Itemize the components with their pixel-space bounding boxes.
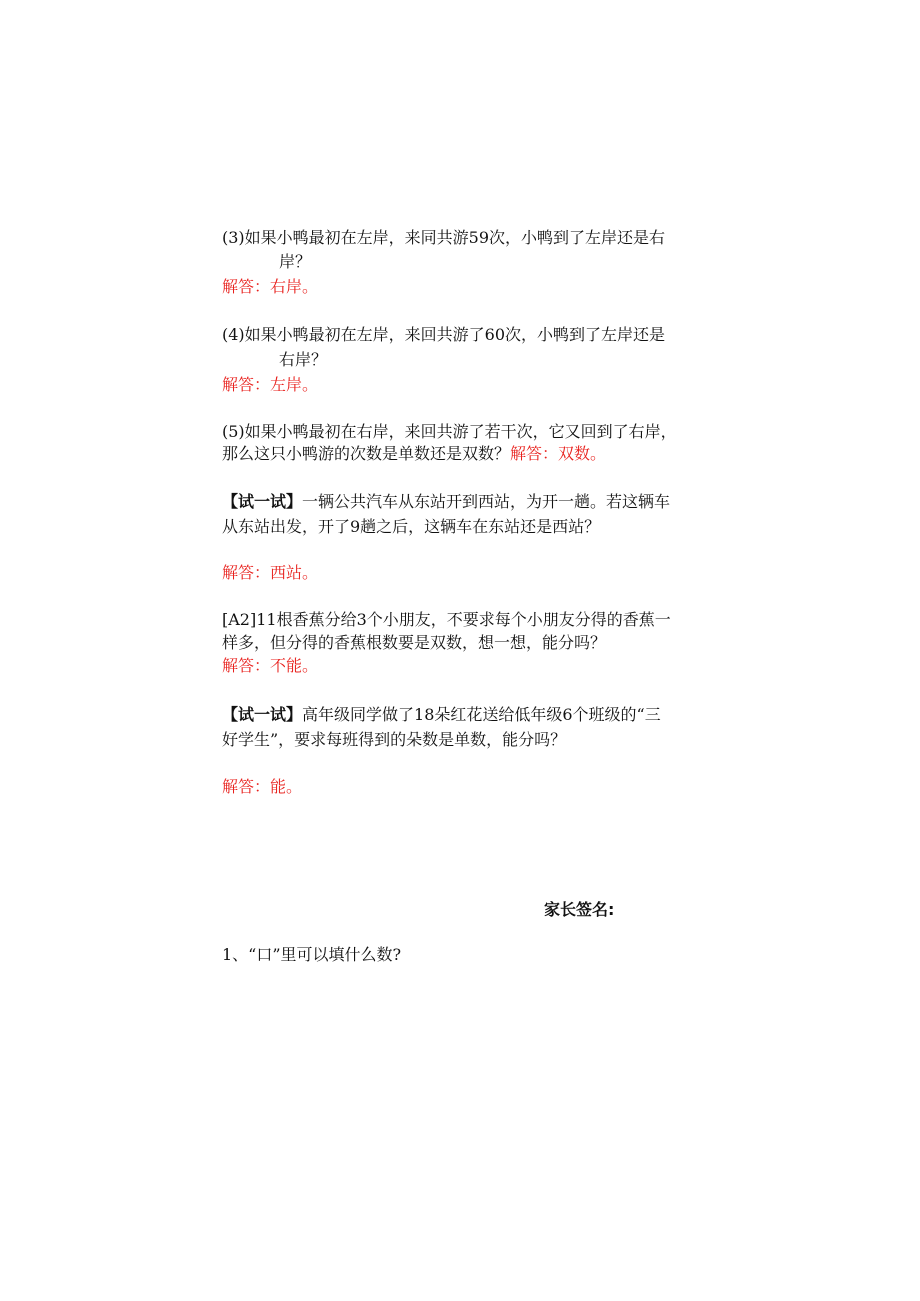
exercise-1-text: 1、“口”里可以填什么数? bbox=[222, 945, 402, 964]
question-3-line-1: (3)如果小鸭最初在左岸，来同共游59次，小鸭到了左岸还是右 bbox=[222, 228, 666, 247]
question-5-line-1: (5)如果小鸭最初在右岸，来回共游了若干次，它又回到了右岸， bbox=[222, 422, 677, 441]
question-5-line-2-wrap bbox=[222, 443, 606, 465]
question-4-line-2: 右岸？ bbox=[279, 350, 328, 369]
question-5-answer: 解答：双数。 bbox=[510, 444, 607, 463]
question-3-answer: 解答：右岸。 bbox=[222, 277, 319, 296]
try-1-line-2: 从东站出发，开了9趟之后，这辆车在东站还是西站？ bbox=[222, 517, 601, 536]
try-1-answer: 解答：西站。 bbox=[222, 563, 319, 582]
a2-line-1: [A2]11根香蕉分给3个小朋友，不要求每个小朋友分得的香蕉一 bbox=[222, 610, 671, 629]
parent-signature-label: 家长签名: bbox=[544, 900, 615, 919]
try-2-line-2: 好学生”，要求每班得到的朵数是单数，能分吗？ bbox=[222, 730, 567, 749]
try-2-answer: 解答：能。 bbox=[222, 777, 303, 796]
try-2-line-1-wrap bbox=[222, 704, 661, 726]
question-3-line-2: 岸？ bbox=[279, 252, 312, 271]
question-4-line-1: (4)如果小鸭最初在左岸，来回共游了60次，小鸭到了左岸还是 bbox=[222, 325, 666, 344]
question-5-line-2: 那么这只小鸭游的次数是单数还是双数？ bbox=[222, 444, 511, 463]
a2-answer: 解答：不能。 bbox=[222, 656, 319, 675]
try-2-tag: 【试一试】 bbox=[222, 705, 303, 724]
try-1-line-1-wrap bbox=[222, 491, 670, 513]
try-2-line-1: 高年级同学做了18朵红花送给低年级6个班级的“三 bbox=[302, 705, 661, 724]
question-4-answer: 解答：左岸。 bbox=[222, 375, 319, 394]
a2-line-2: 样多，但分得的香蕉根数要是双数，想一想，能分吗？ bbox=[222, 633, 607, 652]
try-1-line-1: 一辆公共汽车从东站开到西站，为开一趟。若这辆车 bbox=[302, 492, 671, 511]
try-1-tag: 【试一试】 bbox=[222, 492, 303, 511]
